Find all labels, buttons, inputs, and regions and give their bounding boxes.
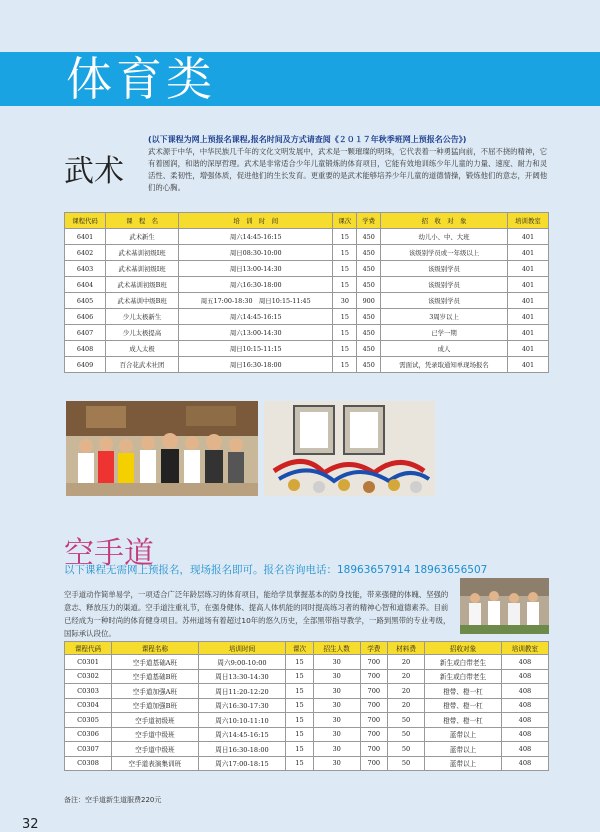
table-cell: 6402 xyxy=(65,245,106,261)
column-header: 课 程 名 xyxy=(106,213,179,229)
table-cell: 6409 xyxy=(65,357,106,373)
column-header: 学费 xyxy=(357,213,381,229)
table-row xyxy=(65,684,549,699)
table-cell: 408 xyxy=(501,713,548,728)
table-cell: 周日16:30-18:00 xyxy=(179,357,333,373)
table-cell: 50 xyxy=(387,713,424,728)
table-cell: C0308 xyxy=(65,756,112,771)
table-cell: 该级别学员或一年级以上 xyxy=(381,245,508,261)
table-cell: 450 xyxy=(357,277,381,293)
table-cell: 700 xyxy=(360,756,387,771)
karate-intro: 空手道动作简单易学，一项适合广泛年龄层练习的体育项目，能给学员掌握基本的防身技能，带来强健的体魄、坚强的意志、释放压力的渠道。空手道注重礼节，在强身健体、提高人体机能的同时提高练习者的精神心智和道德素养。目前已经成为一种时尚的体育健身项目。苏州道场有着超过10年的悠久历史，全部黑带指导教学，一路到黑带的专业考级，国际承认段位。 xyxy=(64,590,451,638)
table-cell: 15 xyxy=(286,655,313,670)
table-row xyxy=(65,325,549,341)
karate-title: 空手道 xyxy=(64,536,154,571)
table-cell: 3周岁以上 xyxy=(381,309,508,325)
table-cell: 50 xyxy=(387,756,424,771)
table-row xyxy=(65,245,549,261)
table-cell: 已学一期 xyxy=(381,325,508,341)
table-row xyxy=(65,293,549,309)
table-cell: 401 xyxy=(507,341,548,357)
table-cell: 408 xyxy=(501,742,548,757)
table-row xyxy=(65,229,549,245)
table-cell: 401 xyxy=(507,357,548,373)
wushu-group-photo xyxy=(66,401,258,496)
table-cell: 401 xyxy=(507,261,548,277)
table-cell: 6406 xyxy=(65,309,106,325)
table-row xyxy=(65,742,549,757)
table-cell: 30 xyxy=(313,727,360,742)
page-title: 体育类 xyxy=(66,52,216,106)
table-cell: 需面试，凭录取通知单现场报名 xyxy=(381,357,508,373)
table-cell: 空手道初级班 xyxy=(112,713,199,728)
table-cell: 15 xyxy=(286,727,313,742)
table-cell: 900 xyxy=(357,293,381,309)
table-cell: 401 xyxy=(507,293,548,309)
table-cell: 少儿太极新生 xyxy=(106,309,179,325)
table-cell: 6401 xyxy=(65,229,106,245)
column-header: 培训时间 xyxy=(198,642,286,655)
table-cell: 6408 xyxy=(65,341,106,357)
table-cell: 401 xyxy=(507,245,548,261)
table-cell: 该级别学员 xyxy=(381,277,508,293)
table-cell: 该级别学员 xyxy=(381,293,508,309)
table-cell: 20 xyxy=(387,669,424,684)
table-cell: 周六16:30-17:30 xyxy=(198,698,286,713)
table-cell: 30 xyxy=(313,698,360,713)
table-cell: 401 xyxy=(507,325,548,341)
table-cell: 武术基训初级I班 xyxy=(106,261,179,277)
table-cell: 武术基训初级B班 xyxy=(106,277,179,293)
table-cell: 408 xyxy=(501,684,548,699)
column-header: 培 训 时 间 xyxy=(179,213,333,229)
table-cell: 周六14:45-16:15 xyxy=(179,309,333,325)
table-cell: 橙带、橙一杠 xyxy=(425,684,502,699)
table-cell: 6403 xyxy=(65,261,106,277)
table-cell: 15 xyxy=(333,261,357,277)
table-cell: 30 xyxy=(313,669,360,684)
wushu-awards-photo xyxy=(264,401,435,496)
table-cell: 30 xyxy=(313,655,360,670)
table-cell: 15 xyxy=(333,309,357,325)
table-header-row xyxy=(65,213,549,229)
table-cell: C0306 xyxy=(65,727,112,742)
table-cell: 700 xyxy=(360,669,387,684)
table-cell: 408 xyxy=(501,727,548,742)
table-cell: 15 xyxy=(286,669,313,684)
table-cell: 武术基训初级I班 xyxy=(106,245,179,261)
table-cell: 30 xyxy=(313,684,360,699)
table-cell: 700 xyxy=(360,713,387,728)
table-cell: 450 xyxy=(357,309,381,325)
column-header: 招生人数 xyxy=(313,642,360,655)
table-cell: 空手道中级班 xyxy=(112,742,199,757)
table-row xyxy=(65,756,549,771)
table-cell: C0305 xyxy=(65,713,112,728)
wushu-title: 武术 xyxy=(64,154,124,189)
table-cell: 百合花武术社团 xyxy=(106,357,179,373)
table-cell: 橙带、橙一杠 xyxy=(425,713,502,728)
karate-subtitle: 以下课程无需网上预报名，现场报名即可。报名咨询电话：18963657914 18963656507 xyxy=(64,564,488,576)
table-row xyxy=(65,341,549,357)
table-cell: 20 xyxy=(387,684,424,699)
table-cell: 新生或白带老生 xyxy=(425,655,502,670)
table-row xyxy=(65,655,549,670)
table-cell: 空手道中级班 xyxy=(112,727,199,742)
table-row xyxy=(65,669,549,684)
table-cell: 成人 xyxy=(381,341,508,357)
table-cell: 408 xyxy=(501,655,548,670)
table-cell: 15 xyxy=(286,684,313,699)
table-cell: 450 xyxy=(357,245,381,261)
table-cell: 武术新生 xyxy=(106,229,179,245)
table-cell: 周六14:45-16:15 xyxy=(198,727,286,742)
column-header: 招 收 对 象 xyxy=(381,213,508,229)
table-cell: 武术基训中级B班 xyxy=(106,293,179,309)
table-cell: 450 xyxy=(357,261,381,277)
table-cell: 15 xyxy=(333,245,357,261)
table-cell: 450 xyxy=(357,341,381,357)
table-row xyxy=(65,277,549,293)
table-cell: 20 xyxy=(387,655,424,670)
table-cell: 15 xyxy=(333,341,357,357)
table-cell: 15 xyxy=(333,277,357,293)
table-cell: 30 xyxy=(313,756,360,771)
table-row xyxy=(65,309,549,325)
table-cell: 周日16:30-18:00 xyxy=(198,742,286,757)
column-header: 课程代码 xyxy=(65,642,112,655)
table-row xyxy=(65,698,549,713)
table-cell: 401 xyxy=(507,277,548,293)
wushu-intro: 武术源于中华，中华民族几千年的文化文明发展中，武术是一颗璀璨的明珠，它代表着一种勇猛向前，不屈不挠的精神，它有着圆润，和谐的深厚哲理。武术是非常适合少年儿童锻炼的体育项目，它能有效地训练少年儿童的力量、速度、耐力和灵活性、柔韧性，增强体质，促进他们的生长发育。更重要的是武术能够培养少年儿童的道德情操，锻炼他们的意志，开阔他们的心胸。 xyxy=(148,147,548,192)
wushu-notice: (以下课程为网上预报名课程,报名时间及方式请查阅《２０１７年秋季班网上预报名公告》) xyxy=(148,135,467,144)
table-cell: 成人太极 xyxy=(106,341,179,357)
table-cell: 15 xyxy=(286,713,313,728)
table-cell: 30 xyxy=(313,742,360,757)
table-cell: 20 xyxy=(387,698,424,713)
column-header: 材料费 xyxy=(387,642,424,655)
karate-schedule-table xyxy=(64,641,549,771)
table-cell: 周六17:00-18:15 xyxy=(198,756,286,771)
table-cell: 50 xyxy=(387,742,424,757)
table-cell: 周日13:00-14:30 xyxy=(179,261,333,277)
table-cell: 周六14:45-16:15 xyxy=(179,229,333,245)
table-cell: 401 xyxy=(507,309,548,325)
table-cell: C0302 xyxy=(65,669,112,684)
table-row xyxy=(65,727,549,742)
table-cell: 408 xyxy=(501,756,548,771)
table-cell: 450 xyxy=(357,229,381,245)
table-cell: 700 xyxy=(360,727,387,742)
column-header: 培训教室 xyxy=(501,642,548,655)
table-cell: 空手道基础A班 xyxy=(112,655,199,670)
column-header: 课程名称 xyxy=(112,642,199,655)
table-cell: 401 xyxy=(507,229,548,245)
table-cell: 15 xyxy=(333,325,357,341)
table-cell: 幼儿小、中、大班 xyxy=(381,229,508,245)
table-cell: 30 xyxy=(333,293,357,309)
column-header: 培训教室 xyxy=(507,213,548,229)
table-header-row xyxy=(65,642,549,655)
table-cell: C0307 xyxy=(65,742,112,757)
table-cell: 15 xyxy=(333,357,357,373)
table-cell: 700 xyxy=(360,698,387,713)
table-cell: 空手道基础B班 xyxy=(112,669,199,684)
table-cell: 700 xyxy=(360,742,387,757)
table-cell: 空手道表演集训班 xyxy=(112,756,199,771)
table-cell: 空手道加强A班 xyxy=(112,684,199,699)
table-cell: 700 xyxy=(360,684,387,699)
table-cell: 50 xyxy=(387,727,424,742)
table-cell: 新生或白带老生 xyxy=(425,669,502,684)
table-cell: 408 xyxy=(501,698,548,713)
karate-note: 备注：空手道新生道服费220元 xyxy=(64,796,162,804)
column-header: 招收对象 xyxy=(425,642,502,655)
column-header: 课次 xyxy=(286,642,313,655)
table-cell: 周六16:30-18:00 xyxy=(179,277,333,293)
table-row xyxy=(65,261,549,277)
table-cell: C0303 xyxy=(65,684,112,699)
table-row xyxy=(65,713,549,728)
table-row xyxy=(65,357,549,373)
table-cell: 周六10:10-11:10 xyxy=(198,713,286,728)
table-cell: 15 xyxy=(286,742,313,757)
column-header: 课程代码 xyxy=(65,213,106,229)
table-cell: 周五17:00-18:30 周日10:15-11:45 xyxy=(179,293,333,309)
table-cell: 周日08:30-10:00 xyxy=(179,245,333,261)
karate-photo xyxy=(460,578,549,634)
table-cell: 橙带、橙一杠 xyxy=(425,698,502,713)
table-cell: 周日10:15-11:15 xyxy=(179,341,333,357)
table-cell: 周日13:30-14:30 xyxy=(198,669,286,684)
table-cell: 蓝带以上 xyxy=(425,727,502,742)
table-cell: 少儿太极提高 xyxy=(106,325,179,341)
column-header: 课次 xyxy=(333,213,357,229)
table-cell: 该级别学员 xyxy=(381,261,508,277)
table-cell: 408 xyxy=(501,669,548,684)
table-cell: 15 xyxy=(286,756,313,771)
table-cell: 15 xyxy=(333,229,357,245)
column-header: 学费 xyxy=(360,642,387,655)
table-cell: 周六9:00-10:00 xyxy=(198,655,286,670)
table-cell: 700 xyxy=(360,655,387,670)
table-cell: 30 xyxy=(313,713,360,728)
table-cell: 6405 xyxy=(65,293,106,309)
table-cell: 周六13:00-14:30 xyxy=(179,325,333,341)
table-cell: 6407 xyxy=(65,325,106,341)
table-cell: 蓝带以上 xyxy=(425,742,502,757)
table-cell: C0304 xyxy=(65,698,112,713)
table-cell: 空手道加强B班 xyxy=(112,698,199,713)
table-cell: 蓝带以上 xyxy=(425,756,502,771)
table-cell: 15 xyxy=(286,698,313,713)
table-cell: C0301 xyxy=(65,655,112,670)
page-number: 32 xyxy=(22,817,39,832)
table-cell: 450 xyxy=(357,357,381,373)
table-cell: 450 xyxy=(357,325,381,341)
table-cell: 周日11:20-12:20 xyxy=(198,684,286,699)
wushu-schedule-table xyxy=(64,212,549,373)
table-cell: 6404 xyxy=(65,277,106,293)
